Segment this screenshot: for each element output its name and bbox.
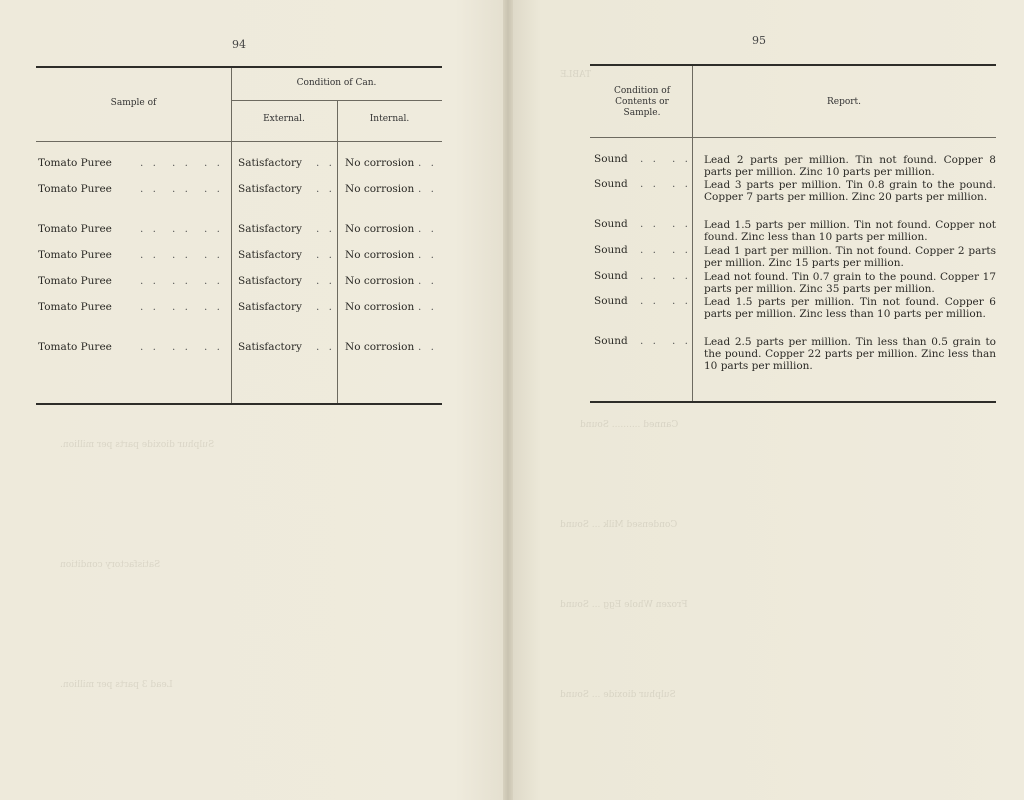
internal-condition: No corrosion — [345, 275, 415, 287]
contents-condition: Sound — [594, 153, 628, 165]
leader-dots: . . — [316, 183, 336, 195]
leader-dots: . . — [316, 301, 336, 313]
report-text: Lead 2 parts per million. Tin not found. Copper 8 parts per million. Zinc 10 parts per million. — [704, 154, 996, 178]
sample-name: Tomato Puree — [38, 183, 112, 195]
internal-condition: No corrosion — [345, 183, 415, 195]
leader-dots: . . — [172, 249, 192, 261]
table-bottom-rule — [590, 401, 996, 403]
leader-dots: . . — [204, 249, 224, 261]
leader-dots: . . — [316, 157, 336, 169]
leader-dots: . . — [204, 301, 224, 313]
contents-condition: Sound — [594, 244, 628, 256]
external-condition: Satisfactory — [238, 301, 302, 313]
leader-dots: . . — [672, 335, 692, 347]
header-bottom-rule — [590, 137, 996, 138]
leader-dots: . . — [418, 341, 438, 353]
header-internal: Internal. — [369, 114, 410, 124]
leader-dots: . . — [140, 301, 160, 313]
report-text: Lead 1 part per million. Tin not found. Copper 2 parts per million. Zinc 15 parts per million. — [704, 245, 996, 269]
leader-dots: . . — [204, 341, 224, 353]
leader-dots: . . — [672, 270, 692, 282]
contents-condition: Sound — [594, 270, 628, 282]
sample-name: Tomato Puree — [38, 301, 112, 313]
leader-dots: . . — [316, 341, 336, 353]
contents-condition: Sound — [594, 295, 628, 307]
right-page — [510, 0, 1024, 800]
leader-dots: . . — [316, 223, 336, 235]
header-report: Report. — [826, 97, 862, 107]
external-condition: Satisfactory — [238, 157, 302, 169]
leader-dots: . . — [172, 275, 192, 287]
leader-dots: . . — [640, 335, 660, 347]
leader-dots: . . — [418, 223, 438, 235]
report-text: Lead 1.5 parts per million. Tin not found. Copper 6 parts per million. Zinc less than 10 parts per million. — [704, 296, 996, 320]
leader-dots: . . — [316, 249, 336, 261]
header-subrule — [231, 100, 442, 101]
table-bottom-rule — [36, 403, 442, 405]
contents-condition: Sound — [594, 218, 628, 230]
leader-dots: . . — [672, 218, 692, 230]
table-top-rule — [590, 64, 996, 66]
leader-dots: . . — [640, 153, 660, 165]
internal-condition: No corrosion — [345, 157, 415, 169]
contents-condition: Sound — [594, 335, 628, 347]
sample-name: Tomato Puree — [38, 275, 112, 287]
leader-dots: . . — [640, 270, 660, 282]
leader-dots: . . — [172, 183, 192, 195]
report-text: Lead 1.5 parts per million. Tin not found. Copper not found. Zinc less than 10 parts per million. — [704, 219, 996, 243]
external-condition: Satisfactory — [238, 341, 302, 353]
table-top-rule — [36, 66, 442, 68]
leader-dots: . . — [140, 157, 160, 169]
leader-dots: . . — [418, 301, 438, 313]
leader-dots: . . — [640, 295, 660, 307]
leader-dots: . . — [172, 157, 192, 169]
leader-dots: . . — [204, 157, 224, 169]
page-number-left: 94 — [232, 38, 246, 51]
leader-dots: . . — [418, 183, 438, 195]
sample-name: Tomato Puree — [38, 223, 112, 235]
leader-dots: . . — [140, 249, 160, 261]
header-sample: Sample of — [110, 98, 157, 108]
book-gutter — [503, 0, 513, 800]
leader-dots: . . — [316, 275, 336, 287]
leader-dots: . . — [140, 341, 160, 353]
sample-name: Tomato Puree — [38, 249, 112, 261]
internal-condition: No corrosion — [345, 249, 415, 261]
report-text: Lead 3 parts per million. Tin 0.8 grain to the pound. Copper 7 parts per million. Zinc 20 parts per million. — [704, 179, 996, 203]
leader-dots: . . — [672, 244, 692, 256]
header-condition-of-can: Condition of Can. — [296, 78, 377, 88]
internal-condition: No corrosion — [345, 223, 415, 235]
external-condition: Satisfactory — [238, 183, 302, 195]
leader-dots: . . — [204, 183, 224, 195]
sample-name: Tomato Puree — [38, 157, 112, 169]
leader-dots: . . — [672, 295, 692, 307]
external-condition: Satisfactory — [238, 275, 302, 287]
internal-condition: No corrosion — [345, 341, 415, 353]
leader-dots: . . — [640, 218, 660, 230]
leader-dots: . . — [418, 157, 438, 169]
internal-condition: No corrosion — [345, 301, 415, 313]
sample-name: Tomato Puree — [38, 341, 112, 353]
page-number-right: 95 — [752, 34, 766, 47]
external-condition: Satisfactory — [238, 249, 302, 261]
leader-dots: . . — [140, 183, 160, 195]
leader-dots: . . — [640, 178, 660, 190]
external-condition: Satisfactory — [238, 223, 302, 235]
leader-dots: . . — [418, 275, 438, 287]
leader-dots: . . — [204, 223, 224, 235]
column-divider — [692, 66, 693, 402]
report-text: Lead not found. Tin 0.7 grain to the pound. Copper 17 parts per million. Zinc 35 parts per million. — [704, 271, 996, 295]
header-external: External. — [263, 114, 305, 124]
contents-condition: Sound — [594, 178, 628, 190]
leader-dots: . . — [418, 249, 438, 261]
header-condition-of-contents: Condition of Contents or Sample. — [613, 86, 671, 118]
leader-dots: . . — [672, 178, 692, 190]
leader-dots: . . — [172, 341, 192, 353]
leader-dots: . . — [172, 301, 192, 313]
column-divider — [337, 101, 338, 404]
leader-dots: . . — [204, 275, 224, 287]
leader-dots: . . — [640, 244, 660, 256]
leader-dots: . . — [140, 223, 160, 235]
leader-dots: . . — [172, 223, 192, 235]
leader-dots: . . — [140, 275, 160, 287]
leader-dots: . . — [672, 153, 692, 165]
header-bottom-rule — [36, 141, 442, 142]
report-text: Lead 2.5 parts per million. Tin less than 0.5 grain to the pound. Copper 22 parts per million. Zinc less than 10 parts per million. — [704, 336, 996, 372]
